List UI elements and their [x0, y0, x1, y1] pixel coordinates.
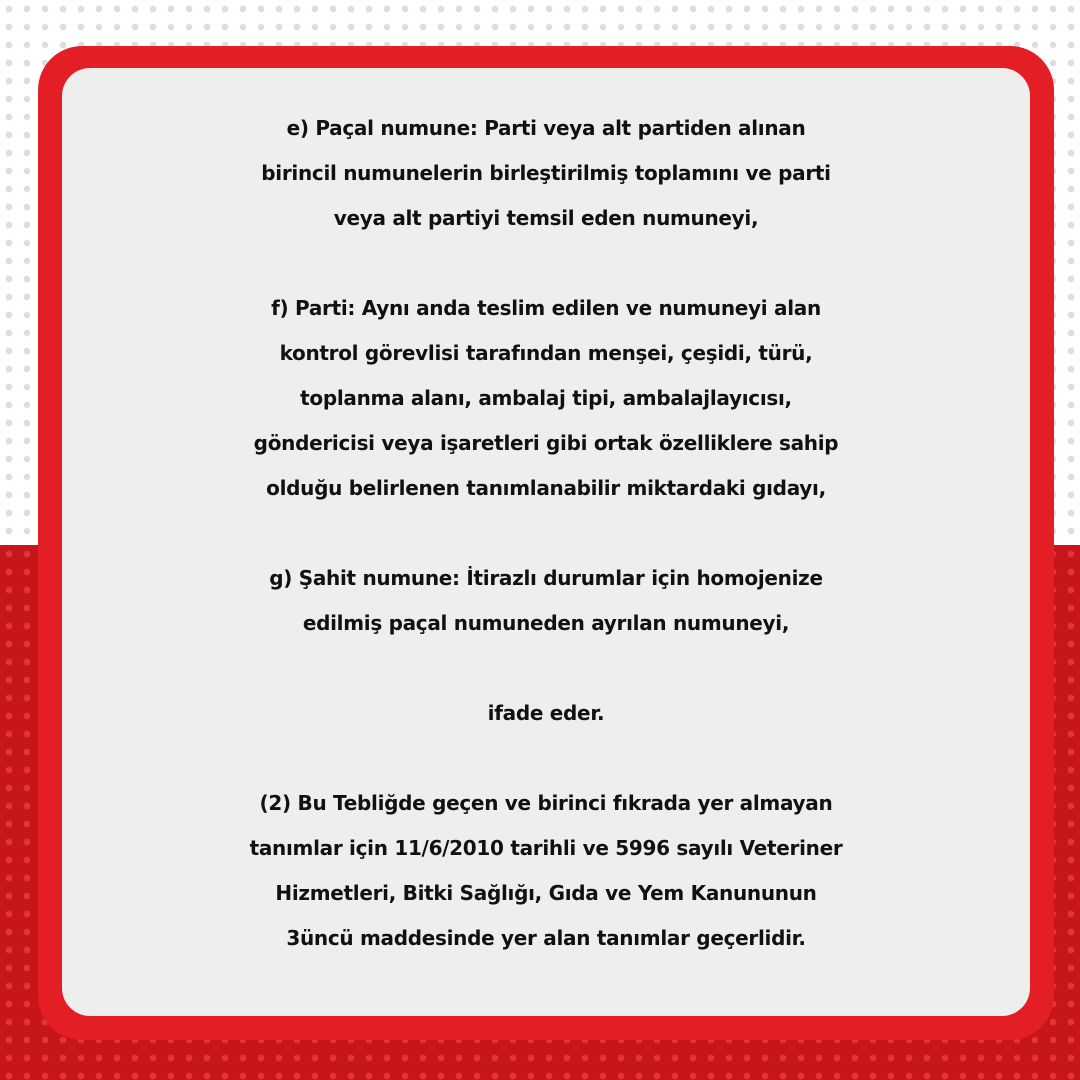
paragraph-ifade-eder [62, 691, 1030, 736]
text-line: Hizmetleri, Bitki Sağlığı, Gıda ve Yem Kanununun [275, 881, 817, 905]
paragraph-g-sahit-numune [62, 556, 1030, 646]
text-line: veya alt partiyi temsil eden numuneyi, [333, 206, 759, 230]
paragraph-f-parti [62, 286, 1030, 511]
text-line: toplanma alanı, ambalaj tipi, ambalajlayıcısı, [300, 386, 792, 410]
text-line: tanımlar için 11/6/2010 tarihli ve 5996 sayılı Veteriner [249, 836, 843, 860]
text-line: ifade eder. [487, 701, 605, 725]
paragraph-e-pacal-numune [62, 106, 1030, 241]
text-line: kontrol görevlisi tarafından menşei, çeşidi, türü, [279, 341, 813, 365]
text-line: olduğu belirlenen tanımlanabilir miktardaki gıdayı, [266, 476, 826, 500]
text-line: edilmiş paçal numuneden ayrılan numuneyi, [302, 611, 790, 635]
text-line: g) Şahit numune: İtirazlı durumlar için homojenize [269, 566, 823, 590]
text-line: f) Parti: Aynı anda teslim edilen ve numuneyi alan [271, 296, 821, 320]
text-line: (2) Bu Tebliğde geçen ve birinci fıkrada yer almayan [259, 791, 833, 815]
text-line: 3üncü maddesinde yer alan tanımlar geçerlidir. [286, 926, 806, 950]
text-line: e) Paçal numune: Parti veya alt partiden alınan [286, 116, 806, 140]
text-line: birincil numunelerin birleştirilmiş toplamını ve parti [261, 161, 831, 185]
paragraph-2-tanimlar [62, 781, 1030, 961]
text-line: göndericisi veya işaretleri gibi ortak özelliklere sahip [253, 431, 839, 455]
definitions-text [62, 106, 1030, 961]
